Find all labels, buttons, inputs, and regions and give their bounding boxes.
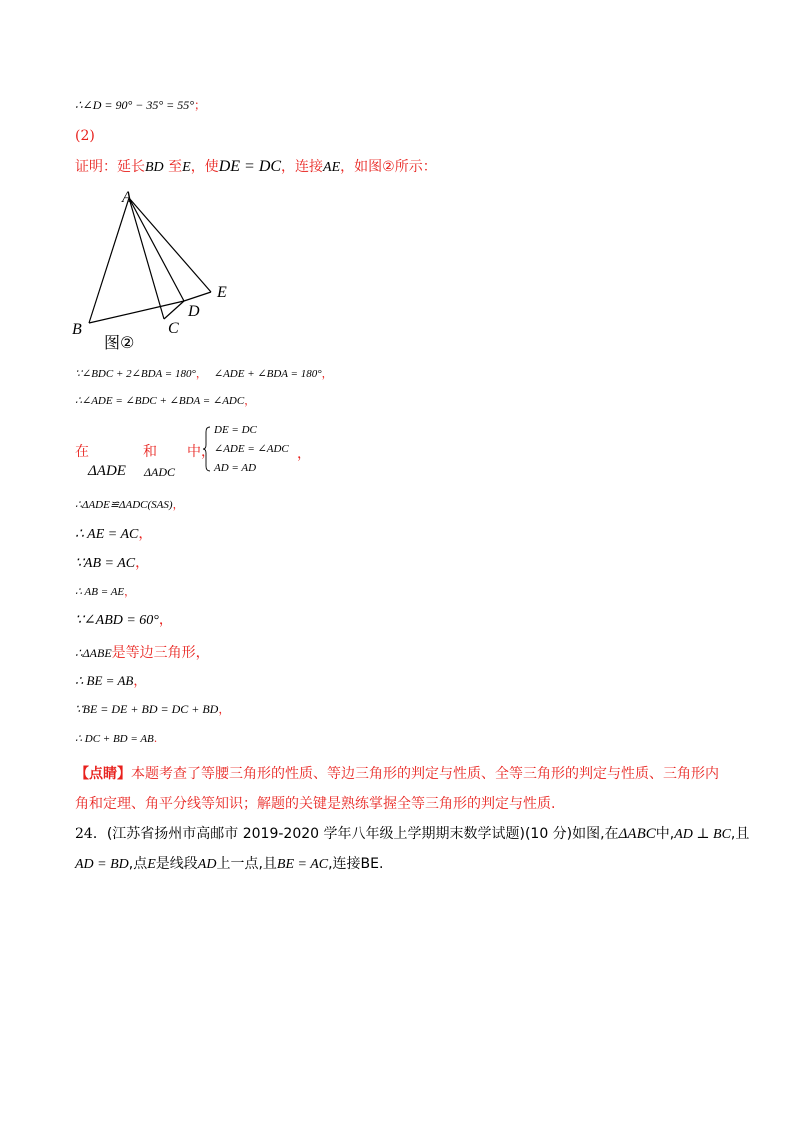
punct: ， [321,367,333,380]
part-2-label: (2) [75,128,95,144]
punct: ， [218,702,231,716]
in-word: 在 [75,444,89,460]
segment-ab [89,198,129,323]
label-c: C [168,320,179,337]
math-ae: AE [323,160,341,175]
line-ae-ac [75,527,152,542]
system-eq-2: ∠ADE = ∠ADC [214,443,289,455]
punct: ， [124,585,136,598]
segment-de [184,292,211,301]
proof-intro-line [75,159,437,175]
math-text: ∵∠ABD = 60° [75,613,159,628]
line-congruence [75,499,184,511]
math-de-dc: DE = DC [218,158,282,175]
math-ad-bd: AD = BD [75,857,129,872]
math-triangle-abc: ΔABC [618,826,656,842]
punct: . [153,732,158,745]
text: ,连接BE. [328,856,384,872]
line-ab-ae [75,586,135,598]
math-bd: BD [145,160,164,175]
punct: ， [138,526,153,542]
label-e: E [217,284,227,301]
triangle-ade: ΔADE [88,463,126,479]
brace-icon [203,426,211,472]
math-e: E [147,857,156,872]
text: 证明：延长 [75,159,145,175]
label-d: D [188,303,200,320]
comment-line-2: 角和定理、角平分线等知识；解题的关键是熟练掌握全等三角形的判定与性质. [75,796,556,812]
segment-ae [129,198,211,292]
system-eq-1: DE = DC [214,424,257,436]
system-eq-3: AD = AD [214,462,257,474]
text: 是线段 [155,856,198,872]
math-text: ∴ AB = AE [75,586,125,598]
math-text: ∴ AE = AC [75,527,139,542]
line-angle-abd [75,613,173,628]
label-b: B [72,321,82,338]
line-conclusion [75,733,157,745]
line-be-sum [75,703,230,715]
segment-ac [129,198,164,319]
triangle-adc: ΔADC [144,465,176,479]
problem-source: (江苏省扬州市高邮市 2019-2020 学年八年级上学期期末数学试题)(10 分)如图,在 [106,826,619,842]
line-equilateral [75,646,210,660]
text: 上一点,且 [216,856,277,872]
triangle-figure [64,186,244,356]
text: ,且 [730,826,750,842]
math-text: ∴ΔABE [75,646,112,660]
math-text: ∴∠D = 90° − 35° = 55° [75,98,195,112]
text: ，使 [190,159,219,175]
text: 至 [163,159,183,175]
math-text: ∴ΔADE≌ΔADC(SAS) [75,499,173,511]
segment-ad [129,198,184,301]
math-text: ∵BE = DE + BD = DC + BD [75,702,219,716]
punct: ， [135,555,150,571]
label-a: A [122,189,132,206]
math-ad: AD [197,857,217,872]
math-text: ∴ BE = AB [75,673,134,688]
punct: ， [244,394,256,407]
line-conclusion-angle-d [75,99,206,111]
math-text: ∴∠ADE = ∠BDC + ∠BDA = ∠ADC [75,395,245,407]
punct: ， [195,367,207,380]
math-e: E [182,160,191,175]
text: 中, [655,826,675,842]
text: ，连接 [281,159,324,175]
comment-line-1 [75,767,719,781]
punct: ， [158,612,173,628]
math-ad-perp-bc: AD ⊥ BC [674,827,731,842]
text: 是等边三角形， [111,645,210,661]
math-text: ∵AB = AC [75,556,136,571]
and-word: 和 [143,444,157,460]
math-be-ac: BE = AC [276,857,329,872]
among-word: 中， [187,444,215,460]
problem-24-line-2 [75,857,383,872]
problem-number: 24． [75,826,107,842]
punct: ， [133,674,147,689]
line-ab-ac [75,556,149,571]
text: ，如图②所示： [340,159,437,175]
problem-24-line-1 [75,827,749,842]
punct: ， [297,446,311,462]
punct: ； [194,98,207,112]
line-be-ab [75,674,146,688]
figure-caption: 图② [104,333,135,352]
comment-tag: 【点睛】 [75,766,131,782]
line-angle-sum [75,368,333,380]
comment-text: 本题考查了等腰三角形的性质、等边三角形的判定与性质、全等三角形的判定与性质、三角形内 [131,766,719,782]
line-angle-ade [75,395,255,407]
math-text: ∵∠BDC + 2∠BDA = 180° [75,368,196,380]
text: ,点 [128,856,148,872]
math-text: ∴ DC + BD = AB [75,733,154,745]
punct: ， [172,498,184,511]
math-text: ∠ADE + ∠BDA = 180° [213,368,322,380]
